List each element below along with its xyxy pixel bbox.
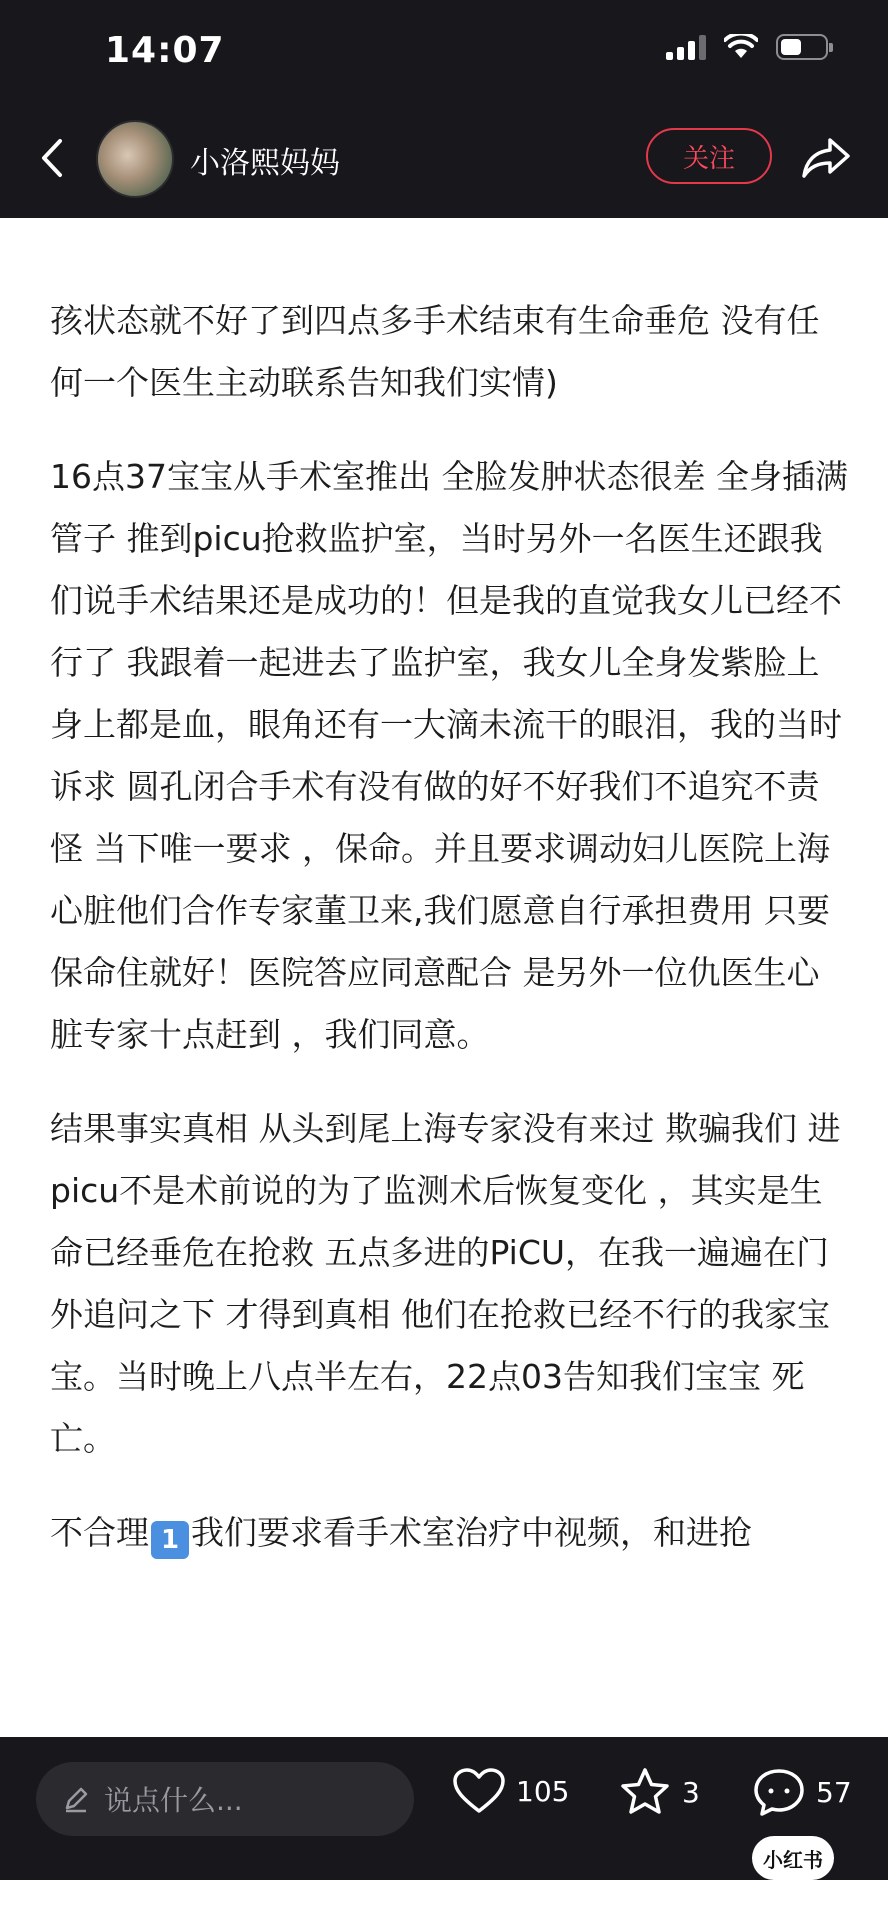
share-arrow-icon[interactable] xyxy=(800,134,852,180)
comment-input[interactable] xyxy=(36,1762,414,1836)
wifi-icon xyxy=(724,34,758,60)
bottom-bar xyxy=(0,1737,888,1904)
star-icon xyxy=(618,1767,672,1817)
signal-icon xyxy=(666,34,706,60)
chat-bubble-icon xyxy=(752,1767,806,1817)
comment-placeholder: 说点什么... xyxy=(104,1784,243,1817)
heart-icon xyxy=(452,1767,506,1815)
comments-button[interactable] xyxy=(752,1767,852,1817)
follow-button[interactable]: 关注 xyxy=(646,128,772,184)
watermark-id: 小红书号：4203307090... xyxy=(596,1883,818,1904)
top-bar xyxy=(0,0,888,218)
post-paragraph: 结果事实真相 从头到尾上海专家没有来过 欺骗我们 进picu不是术前说的为了监测术后恢复变化 ，其实是生命已经垂危在抢救 五点多进的PiCU，在我一遍遍在门外追问之下 才得到真相 他们在抢救已经不行的我家宝宝。当时晚上八点半左右，22点03告知我们宝宝 死亡。 xyxy=(50,1109,841,1458)
like-count: 105 xyxy=(516,1774,570,1808)
status-time: 14:07 xyxy=(105,30,225,71)
post-paragraph: 孩状态就不好了到四点多手术结束有生命垂危 没有任何一个医生主动联系告知我们实情) xyxy=(50,301,820,402)
back-chevron-icon[interactable] xyxy=(32,133,72,183)
status-icons xyxy=(666,34,828,60)
username[interactable]: 小洛熙妈妈 xyxy=(190,146,340,181)
star-count: 3 xyxy=(682,1775,700,1809)
post-paragraph: 16点37宝宝从手术室推出 全脸发肿状态很差 全身插满管子 推到picu抢救监护室，当时另外一名医生还跟我们说手术结果还是成功的！但是我的直觉我女儿已经不行了 我跟着一起进去了监护室，我女儿全身发紫脸上身上都是血，眼角还有一大滴未流干的眼泪，我的当时诉求 圆孔闭合手术有没有做的好不好我们不追究不责怪 当下唯一要求 ，保命。并且要求调动妇儿医院上海心脏他们合作专家董卫来,我们愿意自行承担费用 只要保命住就好！医院答应同意配合 是另外一位仇医生心脏专家十点赶到 ，我们同意。 xyxy=(50,457,848,1054)
para-text: 不合理 xyxy=(50,1513,149,1552)
para-text: 我们要求看手术室治疗中视频，和进抢 xyxy=(191,1513,752,1552)
pencil-icon xyxy=(62,1785,90,1813)
post-paragraph-last xyxy=(50,1502,850,1564)
post-content xyxy=(50,290,850,1596)
comment-count: 57 xyxy=(816,1775,852,1809)
watermark-logo: 小红书 xyxy=(752,1836,834,1880)
like-button[interactable] xyxy=(452,1767,569,1815)
battery-icon xyxy=(776,34,828,60)
avatar[interactable] xyxy=(96,120,174,198)
star-button[interactable] xyxy=(618,1767,700,1817)
number-one-badge: 1 xyxy=(151,1521,189,1559)
